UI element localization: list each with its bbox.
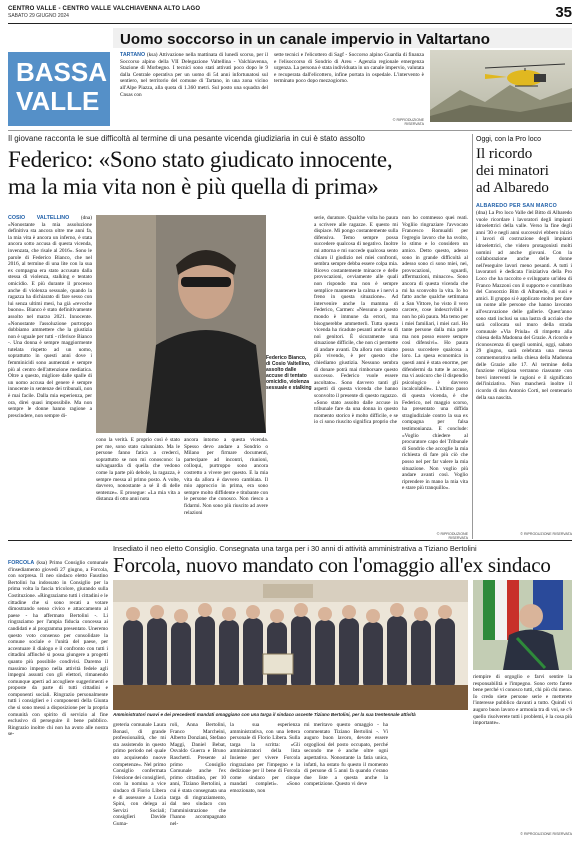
story4-left-spacer [8,544,109,554]
story4-column-6 [473,674,572,830]
story2-column-3 [184,437,268,538]
story4-text-1: (ksa) Primo Consiglio comunale d'insediamento giovedì 27 giugno, a Forcola, con sorpresa. Il neo sindaco eletto Faustino Bertolini ha indossato in Consiglio per la prima volta la fascia tricolore, giurando sulla Costituzione. «Ringraziamo tutti i cittadini e le cittadine che si sono recati a votare dimostrando senso civico e attaccamento al paese - ha affermato Bertolini -. Li ringraziamo per l'ampia fiducia concessa ai candidati e al programma presentato. Uneremo questo voto consenso per consolidare la comune sociale e l'unità del paese, per accentuare il dialogo e il confronto con tutti i cittadini affinché si possa giungere a progetti quanto più possibile condivisi. Daremo il massimo impegno nella attività fedele agli impegni assunti con gli elettori, rimanendo comunque aperti ad accogliere suggerimenti e proposte da parte di tutti cittadini e componenti sociali. Ringrazio personalmente tutti i consiglieri e i componenti della Giunta che si sono messi a disposizione per la propria comunità con spirito di servizio al fine esclusivo di perseguire il bene pubblico. Ringrazio inoltre chi non ha avuto alle nostra se- [8,560,108,738]
story3-text: (dna) La Pro loco Valle del Bitto di Albaredo vuole ricordare i lavoratori degli impianti idroelettrici della valle. Verso la fine degli anni '30 e negli anni successivi ebbero inizio i lavori di costruzione degli impianti idroelettrici, che videro protagonisti molti uomini ad anche giovani. Con la collaborazione anche delle donne nell'eseguire lavori meno pesanti. A tutti i lavoratori è dedicata l'iniziativa della Pro Loco che ha raccolto e sviluppato un'idea di Franco Mazzoni con il supporto e contributo del Consorzio Bim di Albaredo, di suoi e amici. Il gruppo si è applicato molto per dare un nome alle persone che hanno lavorato all'escavazione delle gallerie. Quest'anno sono stati inclusi su una lastra di acciaio che sarà collocata sul muro della strada comunale «Via Priula» di rimpetto alla chiesa della Madonna del Grazie. A ricordo e riconoscenza di quegli uomini, oggi, sabato 29 giugno, sarà celebrata una messa commemorativa nella chiesa della Madonna delle Grazie alle 17. Al termine della funzione religiosa verranno riassunte con brevi interventi le ragioni e il significato dell'iniziativa. Non mancherà inoltre il ricordo di don Antonio Corti, nel centenario della sua nascita. [476,210,572,401]
story3-title-line-3: ad Albaredo [476,180,549,196]
story1-credit: © RIPRODUZIONE RISERVATA [392,118,424,126]
story3-title-line-1: Il ricordo [476,146,533,162]
story2-column-1 [8,215,92,538]
story4-flag-photo [473,580,572,670]
story1-column-1 [120,52,268,124]
story4-column-1 [8,560,108,836]
story4-column-2 [113,722,166,838]
story4-text-4: la sua esperienza amministrativa, con una lettera personale di Florio Libera. Sulla targa la scritta: «Gli amministratori della lista Insieme per vivere Forcola ringraziano per l'impegno e la dedizione per il bene di Forcola come sindaco per cinque mandati completi». «Sono emozionato, non [230,722,300,794]
story4-kicker: Insediato il neo eletto Consiglio. Consegnata una targa per i 30 anni di attività amministrativa a Tiziano Bertolini [113,544,477,553]
story2-text-4: serie, durature. Qualche volta ho paura a scrivere alle ragazze. E questo mi dispiace. Mi pongo costantemente sulla difensiva. Temo sempre possa succedere qualcosa di negativo. Inoltre mi attorna e mi succede qualcosa sento chiaro il giudizio nei miei confronti, sembra sempre debba essere colpa mia. Ricevo costantemente minacce e delle provocazioni, ovviamente alle quali non rispondo ma non è sempre semplice mantenere la calma e i nervi a freno in questa situazione». Ad intervenire anche la mamma di Federico, Carmen: «Nessuno a questo mondo è immune da errori, ma bisognerebbe ammetterli. Tutta questa vicenda ha ricadute pesanti anche su di noi genitori. È sicuramente una situazione difficile, che non ci permette di andare avanti. Da allora non stiamo più vivendo, è per questo che chiediamo giustizia. Nessuno sembra di donare potrà mai rimborsare questo successo. Federico vuole essere ascoltato». Sono davvero tanti gli aspetti di questa vicenda che hanno sconvolto il presente di questo ragazzo. «Sono stato assolto dalle accuse in tribunale fare da una donna in questo momento storico è molto difficile, e se io ci sono riuscito significa proprio che [314,215,398,426]
story3-credit: © RIPRODUZIONE RISERVATA [520,532,572,536]
story2-text-3: ancora intorno a questa vicenda. Spesso devo andare a Sondrio o Milano per firmare documenti, partecipare ad incontri, riunioni, colloqui, purtroppo sono ancora costretto a vivere per questo. E la mia vita da allora è davvero cambiata. Il mio approccio in prima, era sono sempre molto diffidente e titubante con le persone che conosco. Non riesco a fidarmi. Non sono più riuscito ad avere relazioni [184,437,268,516]
story3-title-line-2: dei minatori [476,163,549,179]
issue-date: SABATO 29 GIUGNO 2024 [8,13,69,19]
story1-dateline: TARTANO [120,52,146,58]
story4-credit: © RIPRODUZIONE RISERVATA [520,832,572,836]
story4-dateline: FORCOLA [8,560,35,566]
story2-column-4 [314,215,398,538]
section-header: CENTRO VALLE - CENTRO VALLE VALCHIAVENNA ALTO LAGO [8,6,201,12]
group-photo-image [113,580,468,710]
story4-column-3 [170,722,226,838]
story4-column-4 [230,722,300,838]
story1-photo [430,50,572,122]
story2-dateline: COSIO VALTELLINO [8,215,70,221]
divider [8,130,572,131]
story2-photo [96,215,266,433]
story2-text-5: non ho commesso quei reati. Vogliio ringraziare l'avvocato Francesco Romualdi per l'egregio lavoro che ha svolto, lo stimo e lo considero un amico. Detto questo, adesso sono in grande difficoltà al adesso sono ci sono miei, nei, provocazioni, sguardi, affermazioni, minacce». Sono ancora di questa vicenda che mi ha sconvolto la vita. Io ho fatto anche qualche settimana a San Vittore, ho visto il vero carcere, cose indescrivibili e non ho più paura. Ma temo per i miei familiari, i miei cari. Ho tante persone dalla mia parte ma non posso essere sempre così difensivi». Ho paura possa succedere qualcosa a loro. La spesa economica in questi anni è stata enorme, per difendermi da tutte le accuse, ma vi assicuro che il dispendio psicologico è davvero incalcolabile». L'ultimo passo di questa vicenda, è che Federico, nel maggio scorso, ha presentato una diffida stragiudiziale contro la sua ex compagna per falsa testimonianza. E conclude: «Voglio chiedere al procuratore capo del Tribunale di Sondrio che accoglie la mia richiesta di fare più ciò che posso nel per far valere la mia situazione. Non voglio più andare avanti così. Voglio riprendere in mano la mia vita e stare più tranquillo». [402,215,468,492]
page-number: 35 [555,4,572,21]
story3-kicker: Oggi, con la Pro loco [476,136,541,143]
story3-dateline: ALBAREDO PER SAN MARCO [476,203,557,209]
story2-kicker: Il giovane racconta le sue difficoltà al termine di una pesante vicenda giudiziaria in cui è stato assolto [8,134,365,143]
story4-photo [113,580,468,710]
story2-headline-line-2: ma la mia vita non è più quella di prima» [8,174,379,199]
story2-text-2: cono la verità. E proprio così è stato per me, sono stato calunniato. Ma le persone fanno fatica a crederci, soprattutto se non mi conoscono: la salvaguardia di quella che vedono come la parte più debole, la ragazza, è sempre messa al primo posto. A volte, davvero, nonostante a sé il di delle sentenze». E prosegue: «La mia vita a distanza di otto anni nota [96,437,180,503]
story4-photo-caption: Amministratori nuovi e dei precedenti mandati omaggiano con una targa il sindaco uscente Tiziano Bertolini, per la sua trentennale attività [113,712,416,717]
banner-line-1: BASSA [16,57,108,87]
story4-text-6: riempire di orgoglio e farvi sentire la responsabilità e l'impegno. Sono certo farete bene perché vi conosco tutti, chi più chi meno. Io credo siete persone serie e metterete l'interesse pubblico davanti a tutto. Quindi vi auguro buon lavoro e armonia tra di voi, se c'è quello risolverete tutti i problemi, è la cosa più importante». [473,674,572,727]
story4-text-5: mi meritavo questo omaggio - ha commentato Tiziano Bertolini -. Vi auguro buon lavoro, devote essere orgogliosi del posto occupato, perché secondo me è anche oltre ogni aspettativa. Nonostante la fatia unica, infatti, ha ostato fu questo il momento di persone di 5 anni fa quando c'erano due liste a questa anche la competizione. Questo vi deve [304,722,388,788]
portrait-image [96,215,266,433]
mayor-portrait-image [473,580,572,670]
story2-photo-caption: Federico Bianco, di Cosio Valtellino, assolto dalle accuse di tentato omicidio, violenza sessuale e stalking [266,355,312,391]
banner-line-2: VALLE [16,86,100,116]
story1-title: Uomo soccorso in un canale impervio in Valtartano [120,31,490,48]
section-banner [8,52,110,126]
helicopter-image [430,50,572,122]
story4-column-5 [304,722,388,838]
story1-text-2: sette tecnici e l'elicottero di Sagf - Soccorso alpino Guardia di finanza e l'elisoccorso di Sondrio di Areu - Agenzia regionale emergenza urgenza. La persona è stata individuata in un canale impervio, valutata e recuperata dall'elicottero, infine portata in ospedale. L'intervento è terminato poco dopo mezzogiorno. [274,52,424,85]
story3-title [476,146,572,197]
story1-text-1: (ksa) Attivazione nella mattinata di lunedì scorso, per il Soccorso alpino della VII Delegazione Valtellina - Valchiavenna, Stazione di Morbegno. I tecnici sono stati attivati poco dopo le 9 dalla Centrale operativa per un uomo di 54 anni infortunatosi sul sentiero, nel territorio del comune di Tartano, in una zona vicino all'Alpe Piazza, alla quota di 1.360 metri. Sul posto una squadra del Cnsas con [120,52,268,98]
story4-headline: Forcola, nuovo mandato con l'omaggio all'ex sindaco [113,553,551,577]
story2-column-5 [402,215,468,531]
story2-column-2 [96,437,180,538]
story3-body [476,210,572,530]
column-divider [472,134,473,539]
story2-headline [8,146,408,200]
header-rule [8,23,572,24]
story2-headline-line-1: Federico: «Sono stato giudicato innocente, [8,147,393,172]
story2-credit: © RIPRODUZIONE RISERVATA [436,532,468,540]
story2-text-1: (dna) «Nonostante la mia assoluzione definitiva sta ancora oltre me anni fa, la mia vita è ancora un inferno, è stata ancora sotto accusa di questa vicenda, invenzata, che risale al 2016». Sono le parole di Federico Bianco, che nel 2016, al termine di una lite con la sua ex compagna era stato accusato dalla stessa di violenza, stalking e tentato omicidio. E più durante il processo anche di violenza sessuale, quando la ragazza ha dichiarato di fare sesso con lui senza ultimi mesi, ha già «revoche buono». Bianco è stato definitivamente assolto nel marzo 2021. Innocente. «Nonostante l'assoluzione purtroppo dobbiamo ammettere che la giustizia non è uguale per tutti - riferisce Bianco -. Una donna è sempre maggiormente tutelata rispetto ad un uomo, soprattutto in questi anni dove i femminicidi sono aumentati e sempre più al centro dell'attenzione mediatica. Oltre a questo, migliore dalle spalle di un uomo accusa del genere è sempre innocente in sentenze dei tribunali, non è mai facile. Dalla mia esperienza, per ora, direi quasi impossibile. Ma non sempre le donne hanno ragione a prescindere, non sempre di- [8,215,92,419]
story1-column-2 [274,52,424,124]
divider [8,540,572,541]
story4-text-2: greteria comunale Laura Bonasi, di grande professionalità, che mi sta assistendo in questo primo periodo nel quale sto acquisendo nuove competenze». Nel primo Consiglio confermata l'elezione dei consiglieri, con la nomina a vice sindaco di Fiorio Libera e di assessore a Lucia Spini, con delega ai Servizi Sociali; consiglieri Davide Guma- [113,722,166,827]
story4-text-3: roli, Anna Bertolini, Franco Marcheini, Alberto Donziani, Stefano Maggi, Daniel Bebat, Osvaldo Guerra e Bruno Raschetti. Presente al primo Consiglio Comunale anche l'ex primo cittadino, per 10 anni, Tiziano Bertolini, a cui è stata consegnata una targa di ringraziamento, dal neo sindaco con l'amministrazione che l'hanno accompagnato nel- [170,722,226,827]
